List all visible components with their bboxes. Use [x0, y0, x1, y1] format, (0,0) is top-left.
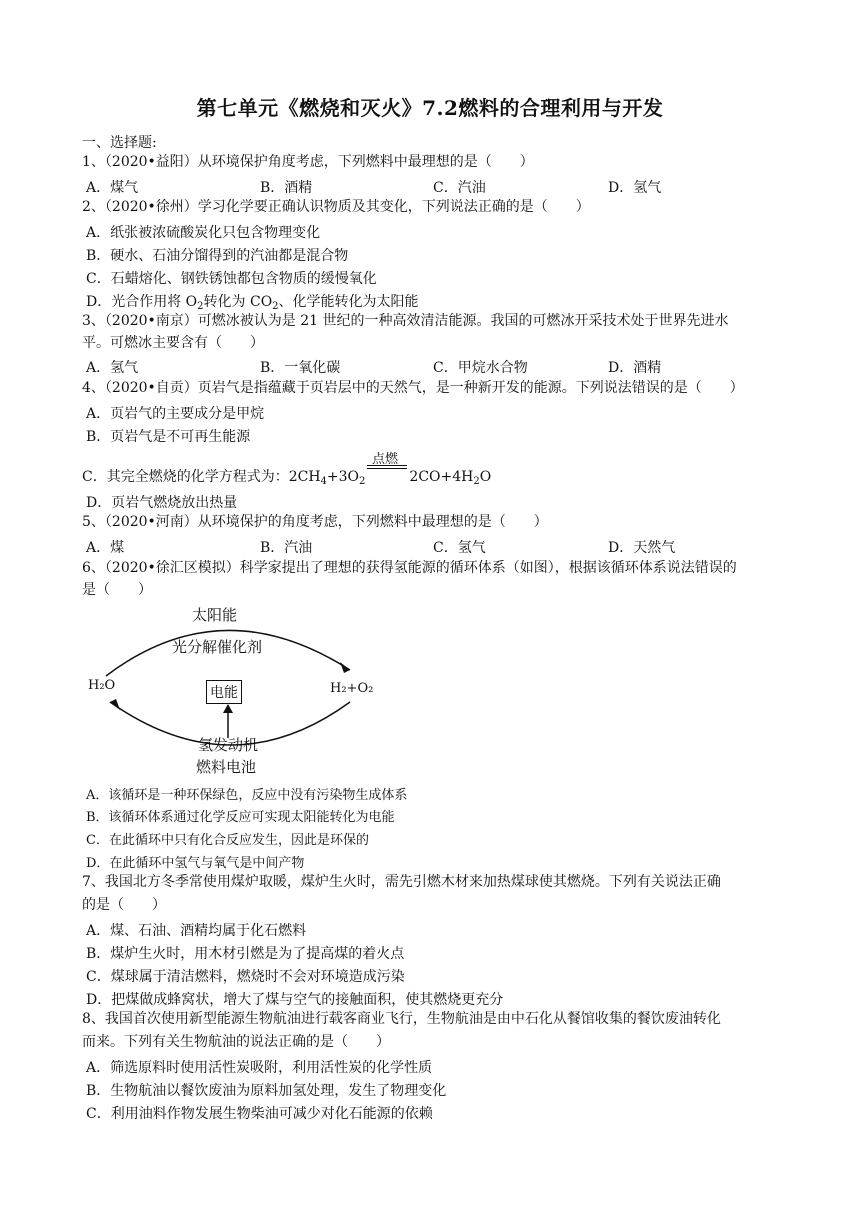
- q2-option-c: C．石蜡熔化、钢铁锈蚀都包含物质的缓慢氧化: [86, 271, 377, 287]
- q5-option-b: B．汽油: [260, 540, 313, 556]
- q8-option-a: A．筛选原料时使用活性炭吸附，利用活性炭的化学性质: [86, 1060, 433, 1076]
- q7-option-c: C．煤球属于清洁燃料，燃烧时不会对环境造成污染: [86, 969, 405, 985]
- question-6-stem-line2: 是（ ）: [82, 582, 152, 598]
- q6-option-c: C．在此循环中只有化合反应发生，因此是环保的: [86, 833, 369, 848]
- question-8-stem-line1: 8、我国首次使用新型能源生物航油进行载客商业飞行，生物航油是由中石化从餐馆收集的餐饮废油转化: [82, 1011, 721, 1027]
- q1-option-a: A．煤气: [86, 180, 139, 196]
- label-photocatalyst: 光分解催化剂: [172, 638, 263, 656]
- q4-option-b: B．页岩气是不可再生能源: [86, 429, 251, 445]
- q7-option-d: D．把煤做成蜂窝状，增大了煤与空气的接触面积，使其燃烧更充分: [86, 992, 504, 1008]
- q5-option-c: C．氢气: [433, 540, 486, 556]
- q3-option-b: B．一氧化碳: [260, 360, 341, 376]
- label-hydrogen-oxygen: H₂+O₂: [330, 681, 374, 696]
- label-solar-energy: 太阳能: [192, 606, 238, 624]
- hydrogen-cycle-diagram: [82, 598, 392, 778]
- q4-option-c-equation: [82, 448, 602, 488]
- q3-option-c: C．甲烷水合物: [433, 360, 528, 376]
- q5-option-d: D．天然气: [608, 540, 676, 556]
- question-2-stem: 2、（2020•徐州）学习化学要正确认识物质及其变化，下列说法正确的是（ ）: [82, 199, 590, 215]
- question-5-stem: 5、（2020•河南）从环境保护的角度考虑，下列燃料中最理想的是（ ）: [82, 514, 548, 530]
- q6-option-a: A．该循环是一种环保绿色，反应中没有污染物生成体系: [86, 788, 408, 803]
- q8-option-c: C．利用油料作物发展生物柴油可减少对化石能源的依赖: [86, 1106, 433, 1122]
- q3-option-a: A．氢气: [86, 360, 139, 376]
- label-hydrogen-engine: 氢发动机: [198, 736, 259, 754]
- question-6-stem-line1: 6、（2020•徐汇区模拟）科学家提出了理想的获得氢能源的循环体系（如图），根据该循环体系说法错误的: [82, 560, 737, 576]
- q8-option-b: B．生物航油以餐饮废油为原料加氢处理，发生了物理变化: [86, 1083, 447, 1099]
- q7-option-b: B．煤炉生火时，用木材引燃是为了提高煤的着火点: [86, 946, 405, 962]
- q4-option-d: D．页岩气燃烧放出热量: [86, 495, 238, 511]
- q1-option-d: D．氢气: [608, 180, 662, 196]
- label-water: H₂O: [88, 678, 116, 693]
- q4-option-c: C．其完全燃烧的化学方程式为：$2CH_4+3O_2$ $2CO+4H_2O$: [82, 469, 492, 487]
- q6-option-b: B．该循环体系通过化学反应可实现太阳能转化为电能: [86, 810, 395, 825]
- q2-option-d: D．光合作用将 $O_2$转化为 $CO_2$、化学能转化为太阳能: [86, 294, 419, 312]
- q2-option-a: A．纸张被浓硫酸炭化只包含物理变化: [86, 225, 321, 241]
- q1-option-c: C．汽油: [433, 180, 486, 196]
- section-heading: 一、选择题:: [82, 135, 157, 151]
- label-fuel-cell: 燃料电池: [196, 758, 257, 776]
- question-7-stem-line2: 的是（ ）: [82, 897, 166, 913]
- question-3-stem-line1: 3、（2020•南京）可燃冰被认为是 21 世纪的一种高效清洁能源。我国的可燃冰开采技术处于世界先进水: [82, 313, 729, 329]
- question-3-stem-line2: 平。可燃冰主要含有（ ）: [82, 335, 264, 351]
- q3-option-d: D．酒精: [608, 360, 662, 376]
- q2-option-b: B．硬水、石油分馏得到的汽油都是混合物: [86, 248, 349, 264]
- question-7-stem-line1: 7、我国北方冬季常使用煤炉取暖，煤炉生火时，需先引燃木材来加热煤球使其燃烧。下列有关说法正确: [82, 874, 721, 890]
- question-8-stem-line2: 而来。下列有关生物航油的说法正确的是（ ）: [82, 1034, 390, 1050]
- page-title: 第七单元《燃烧和灭火》7.2燃料的合理利用与开发: [196, 96, 664, 120]
- label-electric-energy: 电能: [206, 680, 242, 704]
- q6-option-d: D．在此循环中氢气与氧气是中间产物: [86, 856, 305, 871]
- q1-option-b: B．酒精: [260, 180, 313, 196]
- q4-option-a: A．页岩气的主要成分是甲烷: [86, 406, 265, 422]
- q7-option-a: A．煤、石油、酒精均属于化石燃料: [86, 923, 307, 939]
- q5-option-a: A．煤: [86, 540, 125, 556]
- question-4-stem: 4、（2020•自贡）页岩气是指蕴藏于页岩层中的天然气，是一种新开发的能源。下列说法错误的是（ ）: [82, 380, 744, 396]
- reaction-condition: 点燃: [372, 452, 399, 467]
- question-1-stem: 1、（2020•益阳）从环境保护角度考虑，下列燃料中最理想的是（ ）: [82, 154, 534, 170]
